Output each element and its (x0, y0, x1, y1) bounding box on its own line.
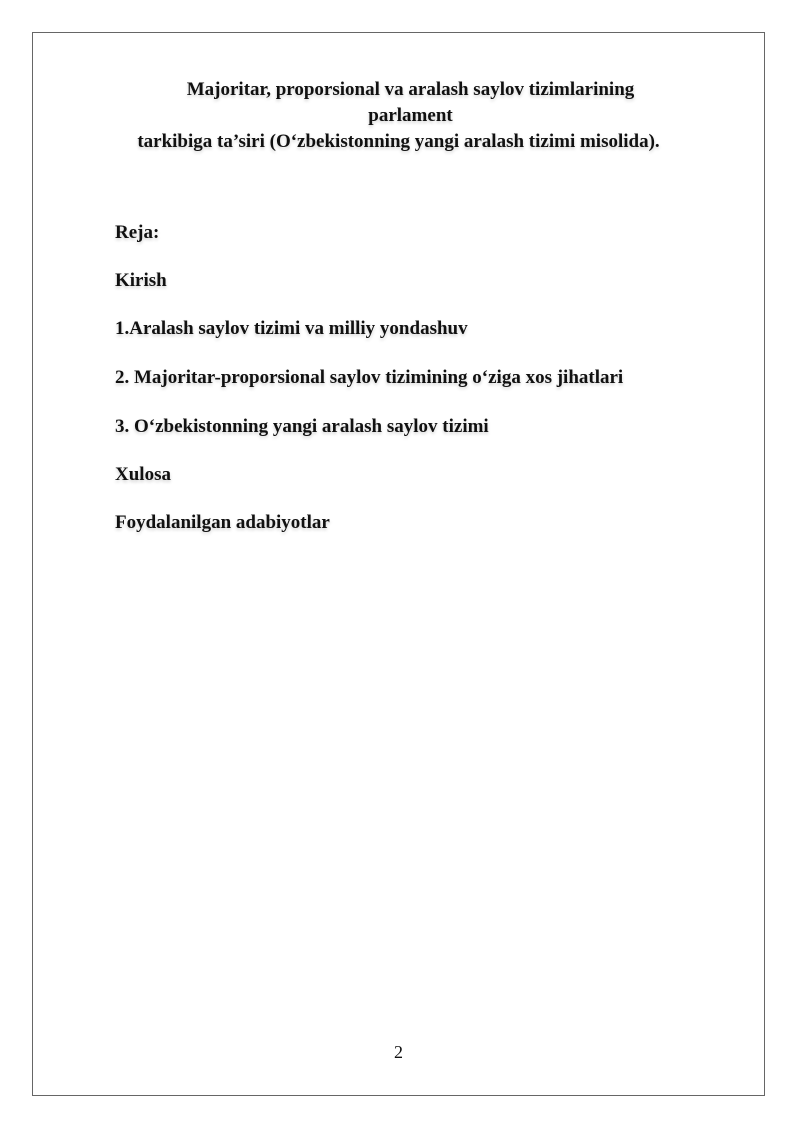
document-title (33, 77, 764, 155)
page-number: 2 (394, 1042, 403, 1062)
plan-heading: Reja: (115, 222, 160, 243)
plan-item-references: Foydalanilgan adabiyotlar (115, 512, 330, 533)
title-line-2: parlament (368, 105, 453, 126)
plan-item-introduction: Kirish (115, 270, 167, 291)
page-frame (32, 32, 765, 1096)
plan-item-1: 1.Aralash saylov tizimi va milliy yondashuv (115, 318, 468, 339)
plan-item-2: 2. Majoritar-proporsional saylov tizimining o‘ziga xos jihatlari (115, 367, 624, 388)
plan-item-3: 3. O‘zbekistonning yangi aralash saylov tizimi (115, 416, 489, 437)
title-line-3: tarkibiga ta’siri (O‘zbekistonning yangi aralash tizimi misolida). (137, 131, 660, 152)
plan-item-conclusion: Xulosa (115, 464, 171, 485)
title-line-1: Majoritar, proporsional va aralash saylov tizimlarining (186, 79, 635, 100)
